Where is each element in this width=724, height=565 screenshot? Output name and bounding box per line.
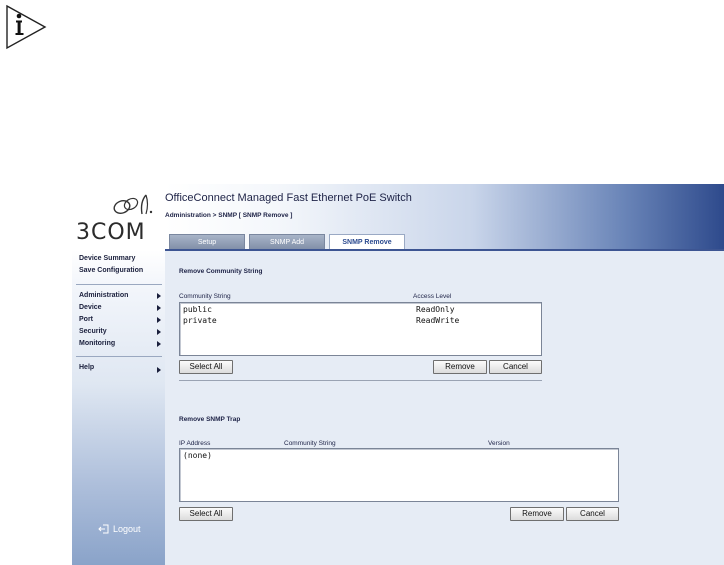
column-header-access-level: Access Level <box>413 293 452 300</box>
column-header-community-string: Community String <box>284 440 336 447</box>
trap-cancel-button[interactable]: Cancel <box>566 507 619 521</box>
logo-swirl-icon <box>110 192 156 218</box>
sidebar-item-label: Port <box>79 316 93 323</box>
list-item-access-level: ReadOnly <box>416 305 455 314</box>
column-header-community-string: Community String <box>179 293 231 300</box>
product-title: OfficeConnect Managed Fast Ethernet PoE Switch <box>165 192 412 204</box>
list-item-community-string[interactable]: public <box>183 305 212 314</box>
sidebar-divider <box>76 356 162 357</box>
tab-snmp-remove[interactable]: SNMP Remove <box>329 234 405 251</box>
sidebar-item-save-configuration[interactable]: Save Configuration <box>79 267 144 274</box>
tab-bar <box>165 234 724 250</box>
trap-remove-button[interactable]: Remove <box>510 507 564 521</box>
sidebar <box>72 184 165 565</box>
tab-setup[interactable]: Setup <box>169 234 245 250</box>
community-select-all-button[interactable]: Select All <box>179 360 233 374</box>
trap-section-title: Remove SNMP Trap <box>179 416 241 423</box>
sidebar-item-device[interactable] <box>79 302 163 314</box>
tab-snmp-add[interactable]: SNMP Add <box>249 234 325 250</box>
chevron-right-icon <box>157 367 161 373</box>
switch-web-ui <box>72 184 724 565</box>
sidebar-item-label: Security <box>79 328 107 335</box>
chevron-right-icon <box>157 305 161 311</box>
header <box>165 184 724 250</box>
chevron-right-icon <box>157 329 161 335</box>
trap-select-all-button[interactable]: Select All <box>179 507 233 521</box>
sidebar-quick-links <box>79 253 143 277</box>
chevron-right-icon <box>157 317 161 323</box>
community-list[interactable] <box>179 302 542 356</box>
logout-icon <box>98 524 110 534</box>
sidebar-item-label: Monitoring <box>79 340 116 347</box>
section-divider <box>179 380 542 381</box>
sidebar-item-device-summary[interactable]: Device Summary <box>79 255 136 262</box>
sidebar-item-security[interactable] <box>79 326 163 338</box>
brand-logo <box>74 188 162 244</box>
sidebar-item-administration[interactable] <box>79 290 163 302</box>
main-content <box>165 251 724 565</box>
community-remove-button[interactable]: Remove <box>433 360 487 374</box>
sidebar-item-label: Device <box>79 304 102 311</box>
sidebar-menu <box>79 290 163 350</box>
column-header-version: Version <box>488 440 510 447</box>
list-item-community-string[interactable]: private <box>183 316 217 325</box>
logout-button[interactable] <box>98 524 141 534</box>
list-item-access-level: ReadWrite <box>416 316 460 325</box>
logout-label: Logout <box>113 524 141 534</box>
sidebar-item-port[interactable] <box>79 314 163 326</box>
info-icon <box>4 3 48 51</box>
column-header-ip-address: IP Address <box>179 440 211 447</box>
sidebar-item-help[interactable] <box>79 364 163 371</box>
logo-text: 3COM <box>76 220 146 245</box>
sidebar-item-label: Administration <box>79 292 129 299</box>
chevron-right-icon <box>157 293 161 299</box>
community-cancel-button[interactable]: Cancel <box>489 360 542 374</box>
list-item-trap: (none) <box>183 451 212 460</box>
sidebar-divider <box>76 284 162 285</box>
sidebar-item-label: Help <box>79 364 95 371</box>
trap-list[interactable] <box>179 448 619 502</box>
sidebar-item-monitoring[interactable] <box>79 338 163 350</box>
chevron-right-icon <box>157 341 161 347</box>
breadcrumb: Administration > SNMP [ SNMP Remove ] <box>165 212 293 219</box>
community-section-title: Remove Community String <box>179 268 263 275</box>
